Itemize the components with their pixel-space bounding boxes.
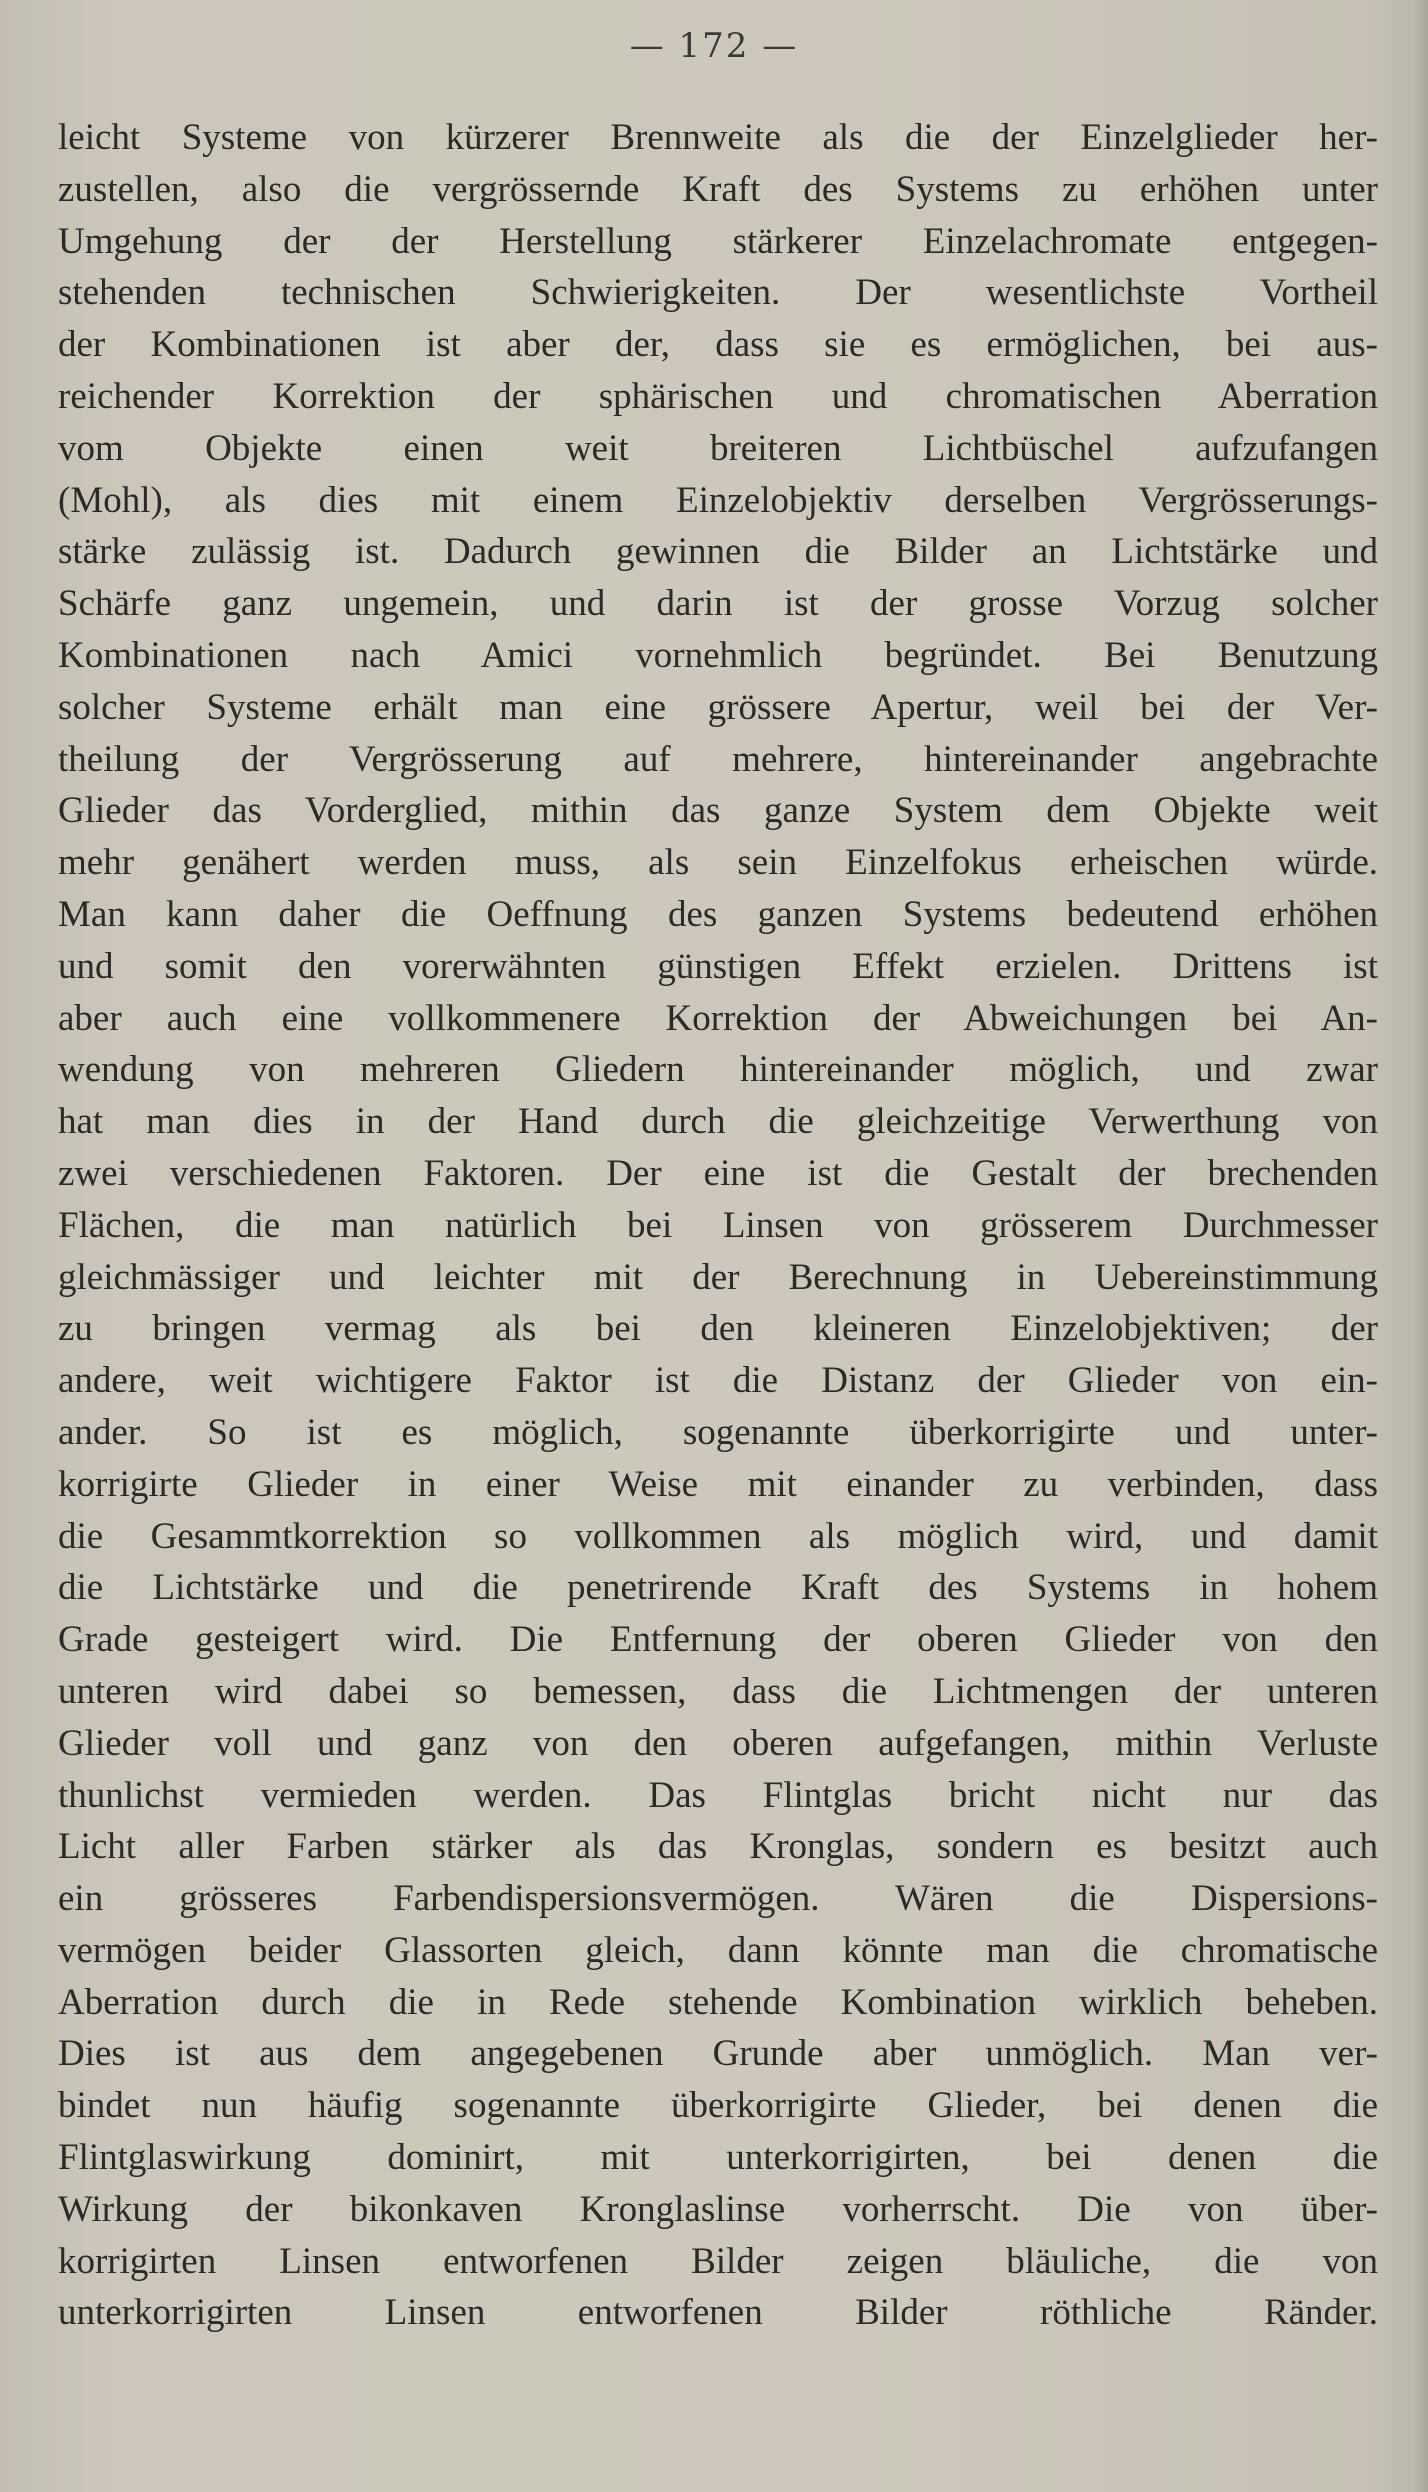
text-line: korrigirten Linsen entworfenen Bilder zeigen bläuliche, die von [58,2240,1378,2282]
text-line: (Mohl), als dies mit einem Einzelobjektiv derselben Vergrösserungs- [58,479,1378,521]
text-line: aber auch eine vollkommenere Korrektion der Abweichungen bei An- [58,997,1378,1039]
text-line: ander. So ist es möglich, sogenannte überkorrigirte und unter- [58,1411,1378,1453]
text-line: stehenden technischen Schwierigkeiten. Der wesentlichste Vortheil [58,272,1378,314]
text-line: solcher Systeme erhält man eine grössere Apertur, weil bei der Ver- [58,686,1378,728]
text-line: bindet nun häufig sogenannte überkorrigirte Glieder, bei denen die [58,2085,1378,2127]
text-line: reichender Korrektion der sphärischen und chromatischen Aberration [58,375,1378,417]
text-line: unterkorrigirten Linsen entworfenen Bilder röthliche Ränder. [58,2292,1378,2334]
text-line: ein grösseres Farbendispersionsvermögen. Wären die Dispersions- [58,1878,1378,1920]
text-line: die Lichtstärke und die penetrirende Kraft des Systems in hohem [58,1567,1378,1609]
text-line: andere, weit wichtigere Faktor ist die Distanz der Glieder von ein- [58,1360,1378,1402]
text-line: unteren wird dabei so bemessen, dass die Lichtmengen der unteren [58,1670,1378,1712]
text-line: Kombinationen nach Amici vornehmlich begründet. Bei Benutzung [58,634,1378,676]
page-number: — 172 — [629,26,799,66]
text-line: gleichmässiger und leichter mit der Berechnung in Uebereinstimmung [58,1256,1378,1298]
text-line: zwei verschiedenen Faktoren. Der eine ist die Gestalt der brechenden [58,1152,1378,1194]
text-line: Flächen, die man natürlich bei Linsen von grösserem Durchmesser [58,1204,1378,1246]
text-line: Glieder das Vorderglied, mithin das ganze System dem Objekte weit [58,790,1378,832]
text-line: theilung der Vergrösserung auf mehrere, hintereinander angebrachte [58,738,1378,780]
text-line: thunlichst vermieden werden. Das Flintglas bricht nicht nur das [58,1774,1378,1816]
text-line: zustellen, also die vergrössernde Kraft des Systems zu erhöhen unter [58,168,1378,210]
text-line: Flintglaswirkung dominirt, mit unterkorrigirten, bei denen die [58,2137,1378,2179]
text-line: Wirkung der bikonkaven Kronglaslinse vorherrscht. Die von über- [58,2188,1378,2230]
text-line: die Gesammtkorrektion so vollkommen als möglich wird, und damit [58,1515,1378,1557]
text-line: Grade gesteigert wird. Die Entfernung der oberen Glieder von den [58,1619,1378,1661]
page-edge-shadow [1414,0,1428,2492]
text-line: Schärfe ganz ungemein, und darin ist der grosse Vorzug solcher [58,583,1378,625]
text-line: leicht Systeme von kürzerer Brennweite als die der Einzelglieder her- [58,117,1378,158]
text-line: vermögen beider Glassorten gleich, dann könnte man die chromatische [58,1929,1378,1971]
text-line: Umgehung der der Herstellung stärkerer Einzelachromate entgegen- [58,220,1378,262]
body-text [58,112,1378,2339]
text-line: vom Objekte einen weit breiteren Lichtbüschel aufzufangen [58,427,1378,469]
text-line: wendung von mehreren Gliedern hintereinander möglich, und zwar [58,1049,1378,1091]
text-line: zu bringen vermag als bei den kleineren Einzelobjektiven; der [58,1308,1378,1350]
text-line: mehr genähert werden muss, als sein Einzelfokus erheischen würde. [58,842,1378,884]
text-line: korrigirte Glieder in einer Weise mit einander zu verbinden, dass [58,1463,1378,1505]
text-line: Glieder voll und ganz von den oberen aufgefangen, mithin Verluste [58,1722,1378,1764]
text-line: Licht aller Farben stärker als das Kronglas, sondern es besitzt auch [58,1826,1378,1868]
text-line: stärke zulässig ist. Dadurch gewinnen die Bilder an Lichtstärke und [58,531,1378,573]
text-line: und somit den vorerwähnten günstigen Effekt erzielen. Drittens ist [58,945,1378,987]
text-line: Dies ist aus dem angegebenen Grunde aber unmöglich. Man ver- [58,2033,1378,2075]
text-line: hat man dies in der Hand durch die gleichzeitige Verwerthung von [58,1101,1378,1143]
text-line: Man kann daher die Oeffnung des ganzen Systems bedeutend erhöhen [58,893,1378,935]
text-line: der Kombinationen ist aber der, dass sie es ermöglichen, bei aus- [58,324,1378,366]
text-line: Aberration durch die in Rede stehende Kombination wirklich beheben. [58,1981,1378,2023]
